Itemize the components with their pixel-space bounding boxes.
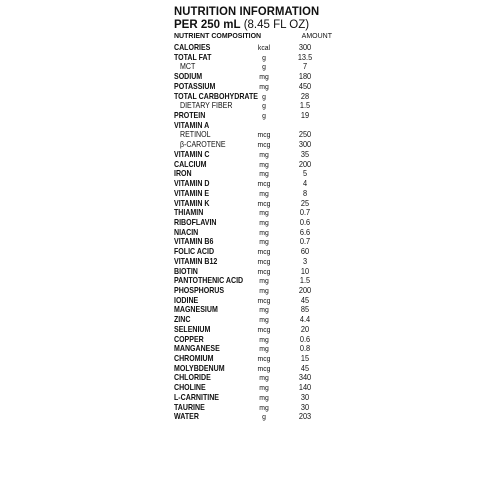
nutrient-amount: 3 bbox=[302, 256, 308, 266]
nutrient-amount: 140 bbox=[298, 383, 312, 393]
nutrient-amount: 4 bbox=[302, 179, 308, 189]
nutrient-name: PANTOTHENIC ACID bbox=[174, 276, 244, 286]
nutrient-name: PROTEIN bbox=[174, 111, 206, 121]
nutrient-name: SODIUM bbox=[174, 72, 203, 82]
nutrient-name: VITAMIN B12 bbox=[174, 256, 218, 266]
nutrient-unit: mg bbox=[259, 149, 269, 159]
nutrient-unit: mg bbox=[259, 276, 269, 286]
nutrient-unit: mg bbox=[259, 72, 269, 82]
nutrient-name: CALCIUM bbox=[174, 159, 207, 169]
nutrient-row bbox=[174, 373, 332, 383]
nutrient-amount: 0.6 bbox=[299, 334, 311, 344]
nutrient-name: β-CAROTENE bbox=[180, 140, 226, 150]
nutrient-list bbox=[174, 43, 332, 422]
nutrient-row bbox=[174, 403, 332, 413]
nutrient-unit: mg bbox=[259, 373, 269, 383]
nutrient-row bbox=[174, 140, 332, 150]
nutrient-name: RIBOFLAVIN bbox=[174, 217, 217, 227]
nutrient-amount: 340 bbox=[298, 373, 312, 383]
nutrient-unit: mcg bbox=[257, 295, 271, 305]
nutrient-amount: 45 bbox=[300, 295, 310, 305]
nutrient-unit: mg bbox=[259, 402, 269, 412]
nutrient-row bbox=[174, 218, 332, 228]
nutrient-name: THIAMIN bbox=[174, 208, 204, 218]
panel-title: NUTRITION INFORMATION bbox=[174, 6, 320, 18]
nutrient-amount: 8 bbox=[302, 188, 308, 198]
nutrient-name: SELENIUM bbox=[174, 324, 211, 334]
nutrient-name: FOLIC ACID bbox=[174, 247, 215, 257]
nutrient-row bbox=[174, 208, 332, 218]
nutrient-row bbox=[174, 82, 332, 92]
nutrient-unit: mcg bbox=[257, 354, 271, 363]
nutrient-name: POTASSIUM bbox=[174, 81, 216, 91]
nutrient-name: VITAMIN E bbox=[174, 188, 210, 198]
nutrient-amount: 4.4 bbox=[299, 315, 311, 325]
nutrient-amount: 15 bbox=[300, 354, 310, 363]
nutrient-amount: 60 bbox=[300, 247, 310, 257]
nutrient-row bbox=[174, 315, 332, 325]
nutrient-row bbox=[174, 325, 332, 335]
nutrient-unit: g bbox=[262, 62, 266, 72]
nutrient-row bbox=[174, 121, 332, 131]
nutrient-name: IRON bbox=[174, 169, 192, 179]
nutrient-name: MOLYBDENUM bbox=[174, 363, 225, 373]
nutrient-amount: 450 bbox=[298, 81, 312, 91]
nutrient-unit: mcg bbox=[257, 363, 271, 373]
nutrient-name: IODINE bbox=[174, 295, 199, 305]
nutrient-row bbox=[174, 237, 332, 247]
nutrient-amount: 200 bbox=[298, 159, 312, 169]
nutrient-row bbox=[174, 160, 332, 170]
nutrient-amount: 20 bbox=[300, 324, 310, 334]
nutrient-unit: mg bbox=[259, 392, 269, 402]
nutrient-row bbox=[174, 383, 332, 393]
nutrient-name: VITAMIN B6 bbox=[174, 237, 214, 247]
nutrient-row bbox=[174, 150, 332, 160]
nutrient-unit: kcal bbox=[257, 43, 271, 52]
nutrient-amount: 30 bbox=[300, 402, 310, 412]
nutrient-name: ZINC bbox=[174, 315, 191, 325]
nutrient-name: CHLORIDE bbox=[174, 373, 211, 383]
nutrient-unit: g bbox=[262, 101, 266, 111]
nutrient-unit: g bbox=[262, 111, 266, 121]
nutrient-name: COPPER bbox=[174, 334, 204, 344]
nutrient-unit: mcg bbox=[257, 198, 271, 208]
nutrient-row bbox=[174, 53, 332, 63]
nutrient-unit: mcg bbox=[257, 247, 271, 257]
nutrient-name: VITAMIN A bbox=[174, 120, 210, 130]
nutrient-amount: 19 bbox=[300, 111, 310, 121]
nutrient-row bbox=[174, 101, 332, 111]
nutrient-name: PHOSPHORUS bbox=[174, 285, 225, 295]
column-header-nutrient: NUTRIENT COMPOSITION bbox=[174, 33, 262, 40]
nutrient-amount: 28 bbox=[300, 91, 310, 101]
nutrient-name: VITAMIN K bbox=[174, 198, 210, 208]
nutrient-unit: g bbox=[262, 52, 266, 62]
nutrient-name: L-CARNITINE bbox=[174, 392, 219, 402]
nutrient-amount: 30 bbox=[300, 392, 310, 402]
nutrient-amount: 0.7 bbox=[299, 208, 311, 218]
nutrient-row bbox=[174, 247, 332, 257]
nutrient-row bbox=[174, 344, 332, 354]
nutrient-name: RETINOL bbox=[180, 130, 211, 140]
nutrient-name: MCT bbox=[180, 62, 196, 72]
nutrient-unit: mg bbox=[259, 383, 269, 393]
nutrient-name: WATER bbox=[174, 412, 199, 422]
nutrient-row bbox=[174, 364, 332, 374]
nutrient-amount: 200 bbox=[298, 285, 312, 295]
serving-size-imperial: (8.45 FL OZ) bbox=[243, 19, 310, 31]
serving-size-metric: PER 250 mL bbox=[174, 19, 241, 31]
nutrient-row bbox=[174, 354, 332, 364]
nutrient-name: BIOTIN bbox=[174, 266, 198, 276]
nutrient-unit: mg bbox=[259, 81, 269, 91]
nutrient-amount: 0.7 bbox=[299, 237, 311, 247]
nutrient-row bbox=[174, 169, 332, 179]
nutrient-row bbox=[174, 92, 332, 102]
nutrient-row bbox=[174, 189, 332, 199]
nutrient-unit: mg bbox=[259, 315, 269, 325]
nutrient-name: TOTAL CARBOHYDRATE bbox=[174, 91, 258, 101]
nutrient-unit: mcg bbox=[257, 130, 271, 140]
nutrient-unit: g bbox=[262, 412, 266, 422]
nutrient-name: MANGANESE bbox=[174, 344, 220, 354]
nutrient-row bbox=[174, 267, 332, 277]
nutrient-unit: mcg bbox=[257, 324, 271, 334]
nutrient-name: TAURINE bbox=[174, 402, 205, 412]
nutrient-name: MAGNESIUM bbox=[174, 305, 218, 315]
nutrient-amount: 13.5 bbox=[297, 52, 313, 62]
nutrient-name: CALORIES bbox=[174, 43, 211, 52]
nutrient-amount: 45 bbox=[300, 363, 310, 373]
nutrient-amount: 7 bbox=[302, 62, 308, 72]
column-header bbox=[174, 32, 332, 42]
nutrient-unit: mg bbox=[259, 237, 269, 247]
nutrient-amount: 300 bbox=[298, 140, 312, 150]
nutrient-unit: g bbox=[262, 91, 266, 101]
nutrient-row bbox=[174, 72, 332, 82]
nutrient-amount: 300 bbox=[298, 43, 312, 52]
nutrient-amount: 0.6 bbox=[299, 217, 311, 227]
nutrient-amount: 0.8 bbox=[299, 344, 311, 354]
nutrient-row bbox=[174, 286, 332, 296]
nutrient-row bbox=[174, 179, 332, 189]
nutrient-unit: mcg bbox=[257, 179, 271, 189]
nutrient-amount: 85 bbox=[300, 305, 310, 315]
nutrient-name: VITAMIN D bbox=[174, 179, 210, 189]
nutrient-amount: 203 bbox=[298, 412, 312, 422]
nutrient-amount: 180 bbox=[298, 72, 312, 82]
nutrient-amount: 250 bbox=[298, 130, 312, 140]
nutrient-unit: mg bbox=[259, 208, 269, 218]
nutrient-unit: mg bbox=[259, 305, 269, 315]
nutrient-unit: mg bbox=[259, 169, 269, 179]
nutrient-row bbox=[174, 257, 332, 267]
nutrient-name: TOTAL FAT bbox=[174, 52, 212, 62]
nutrient-amount: 1.5 bbox=[299, 101, 311, 111]
nutrient-amount: 6.6 bbox=[299, 227, 311, 237]
nutrient-amount: 35 bbox=[300, 149, 310, 159]
nutrient-unit: mg bbox=[259, 334, 269, 344]
nutrient-name: NIACIN bbox=[174, 227, 199, 237]
nutrient-row bbox=[174, 305, 332, 315]
nutrient-row bbox=[174, 228, 332, 238]
nutrient-row bbox=[174, 199, 332, 209]
nutrient-row bbox=[174, 393, 332, 403]
nutrient-name: VITAMIN C bbox=[174, 149, 210, 159]
nutrient-row bbox=[174, 111, 332, 121]
nutrient-name: CHOLINE bbox=[174, 383, 206, 393]
nutrient-row bbox=[174, 412, 332, 422]
nutrition-panel bbox=[174, 6, 332, 422]
nutrient-row bbox=[174, 62, 332, 72]
nutrient-row bbox=[174, 130, 332, 140]
nutrient-amount: 10 bbox=[300, 266, 310, 276]
nutrient-unit: mg bbox=[259, 159, 269, 169]
nutrient-row bbox=[174, 335, 332, 345]
nutrient-unit: mcg bbox=[257, 266, 271, 276]
nutrient-unit: mg bbox=[259, 188, 269, 198]
nutrient-unit: mg bbox=[259, 227, 269, 237]
column-header-amount: AMOUNT bbox=[301, 33, 332, 40]
nutrient-row bbox=[174, 43, 332, 53]
nutrient-name: DIETARY FIBER bbox=[180, 101, 233, 111]
nutrient-unit: mcg bbox=[257, 140, 271, 150]
nutrient-amount: 1.5 bbox=[299, 276, 311, 286]
nutrient-unit: mg bbox=[259, 217, 269, 227]
nutrient-name: CHROMIUM bbox=[174, 354, 214, 363]
nutrient-row bbox=[174, 296, 332, 306]
nutrient-unit: mcg bbox=[257, 256, 271, 266]
nutrient-amount: 25 bbox=[300, 198, 310, 208]
nutrient-row bbox=[174, 276, 332, 286]
serving-size bbox=[174, 19, 332, 32]
nutrient-amount: 5 bbox=[302, 169, 308, 179]
nutrient-unit: mg bbox=[259, 285, 269, 295]
nutrient-unit: mg bbox=[259, 344, 269, 354]
